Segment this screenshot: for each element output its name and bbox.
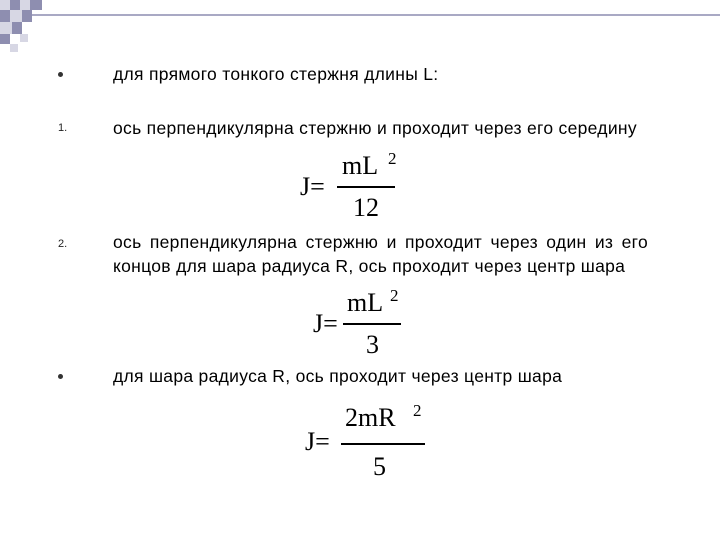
formula-lhs: J= — [300, 172, 325, 201]
formula-rod-center — [300, 150, 410, 222]
list-item-text: ось перпендикулярна стержню и проходит через один из его концов для шара радиуса R, ось проходит через центр шара — [113, 232, 648, 276]
list-number: 1. — [58, 122, 68, 134]
list-item-text: ось перпендикулярна стержню и проходит через его середину — [113, 118, 637, 138]
list-item-text: для шара радиуса R, ось проходит через центр шара — [113, 366, 563, 386]
formula-sphere — [305, 402, 435, 482]
checker-squares — [0, 0, 42, 52]
bullet-point — [58, 374, 63, 379]
header-decoration — [0, 0, 720, 56]
list-item-text: для прямого тонкого стержня длины L: — [113, 64, 439, 84]
formula-numerator: mL — [347, 288, 384, 317]
formula-exponent: 2 — [390, 286, 399, 305]
fraction-bar — [337, 186, 395, 188]
formula-exponent: 2 — [413, 401, 422, 420]
formula-denominator: 5 — [373, 452, 386, 481]
formula-exponent: 2 — [388, 149, 397, 168]
formula-lhs: J= — [305, 427, 330, 456]
formula-denominator: 3 — [366, 330, 379, 359]
formula-lhs: J= — [313, 309, 338, 338]
formula-denominator: 12 — [353, 193, 379, 222]
fraction-bar — [343, 323, 401, 325]
formula-numerator: mL — [342, 151, 379, 180]
list-number: 2. — [58, 238, 68, 250]
bullet-point — [58, 72, 63, 77]
formula-numerator: 2mR — [345, 403, 396, 432]
formula-rod-end — [313, 287, 413, 359]
fraction-bar — [341, 443, 425, 445]
